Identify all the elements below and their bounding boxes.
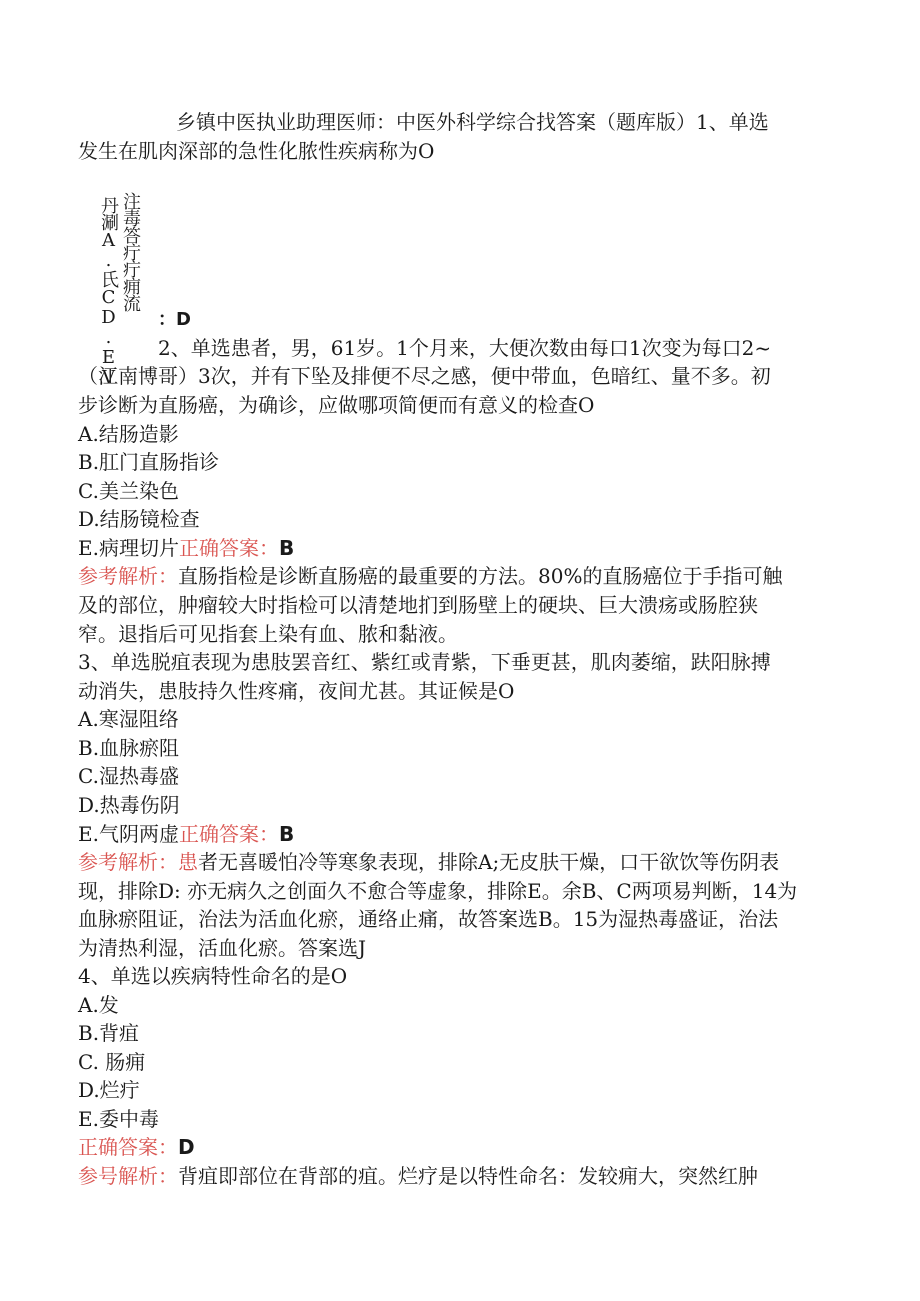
- q3-analysis-line3: 血脉瘀阻证，治法为活血化瘀，通络止痛，故答案选B。15为湿热毒盛证，治法: [78, 907, 779, 931]
- q4-analysis-label: 参号解析：: [78, 1164, 178, 1188]
- q3-analysis-line2: 现，排除D: 亦无病久之创面久不愈合等虚象，排除E。余B、C两项易判断，14为: [78, 879, 798, 903]
- q2-analysis-label: 参考解析：: [78, 564, 178, 588]
- q3-analysis-red-char: 患: [178, 850, 198, 874]
- q4-answer-row: [78, 1133, 820, 1161]
- q1-options-column-left: 丹涮A.氏CD.EV: [98, 196, 119, 387]
- q2-analysis-line1: [78, 562, 820, 590]
- q4-analysis-text1: 背疽即部位在背部的疽。烂疗是以特性命名：发较痈大，突然红肿: [178, 1164, 758, 1188]
- q4-option-c: C. 肠痈: [78, 1050, 146, 1074]
- q3-option-c: C.湿热毒盛: [78, 764, 179, 788]
- q3-answer: B: [278, 822, 295, 846]
- q2-option-e-row: [78, 534, 820, 562]
- q1-answer: ：D: [158, 309, 191, 330]
- q3-answer-label: 正确答案：: [178, 822, 279, 846]
- q2-option-b: B.肛门直肠指诊: [78, 450, 220, 474]
- doc-title-line1: 乡镇中医执业助理医师：中医外科学综合找答案（题库版）1、单选: [176, 110, 769, 134]
- q3-option-e-row: [78, 820, 820, 848]
- q2-stem-line1: 2、单选患者，男，61岁。1个月来，大便次数由每口1次变为每口2~: [158, 336, 772, 360]
- q2-stem-line2: （江南博哥）3次，并有下坠及排便不尽之感，便中带血，色暗红、量不多。初: [78, 364, 771, 388]
- q3-analysis-line1: [78, 848, 820, 876]
- q2-answer: B: [278, 536, 295, 560]
- q2-option-e: E.病理切片: [78, 536, 179, 560]
- q3-option-d: D.热毒伤阴: [78, 793, 180, 817]
- q4-analysis-line1: [78, 1162, 820, 1190]
- q4-option-e: E.委中毒: [78, 1107, 159, 1131]
- q3-stem-line2: 动消失，患肢持久性疼痛，夜间尤甚。其证候是O: [78, 679, 515, 703]
- q1-options-column-right: 注毒答疔疔痈流: [120, 192, 141, 311]
- q2-option-c: C.美兰染色: [78, 479, 179, 503]
- q3-option-e: E.气阴两虚: [78, 822, 179, 846]
- q2-option-d: D.结肠镜检查: [78, 507, 200, 531]
- q2-stem-line3: 步诊断为直肠癌，为确诊，应做哪项简便而有意义的检查O: [78, 393, 595, 417]
- q3-analysis-label: 参考解析：: [78, 850, 178, 874]
- q2-answer-label: 正确答案：: [178, 536, 279, 560]
- q4-option-b: B.背疽: [78, 1021, 140, 1045]
- q4-answer: D: [178, 1135, 195, 1159]
- q3-stem-line1: 3、单选脱疽表现为患肢罢音红、紫红或青紫，下垂更甚，肌肉萎缩，趺阳脉搏: [78, 650, 771, 674]
- q2-analysis-text1: 直肠指检是诊断直肠癌的最重要的方法。80%的直肠癌位于手指可触: [178, 564, 783, 588]
- q4-stem-line1: 4、单选以疾病特性命名的是O: [78, 964, 348, 988]
- q4-option-a: A.发: [78, 993, 119, 1017]
- q3-option-b: B.血脉瘀阻: [78, 736, 180, 760]
- q4-answer-label: 正确答案：: [78, 1135, 178, 1159]
- q3-analysis-text1: 者无喜暖怕冷等寒象表现，排除A;无皮肤干燥，口干欲饮等伤阴表: [198, 850, 780, 874]
- q2-analysis-line2: 及的部位，肿瘤较大时指检可以清楚地扪到肠壁上的硬块、巨大溃疡或肠腔狭: [78, 593, 758, 617]
- q2-option-a: A.结肠造影: [78, 422, 179, 446]
- q3-analysis-line4: 为清热利湿，活血化瘀。答案选J: [78, 936, 367, 960]
- q3-option-a: A.寒湿阻络: [78, 707, 179, 731]
- q2-analysis-line3: 窄。退指后可见指套上染有血、脓和黏液。: [78, 622, 458, 646]
- q4-option-d: D.烂疔: [78, 1078, 140, 1102]
- doc-title-line2: 发生在肌肉深部的急性化脓性疾病称为O: [78, 139, 435, 163]
